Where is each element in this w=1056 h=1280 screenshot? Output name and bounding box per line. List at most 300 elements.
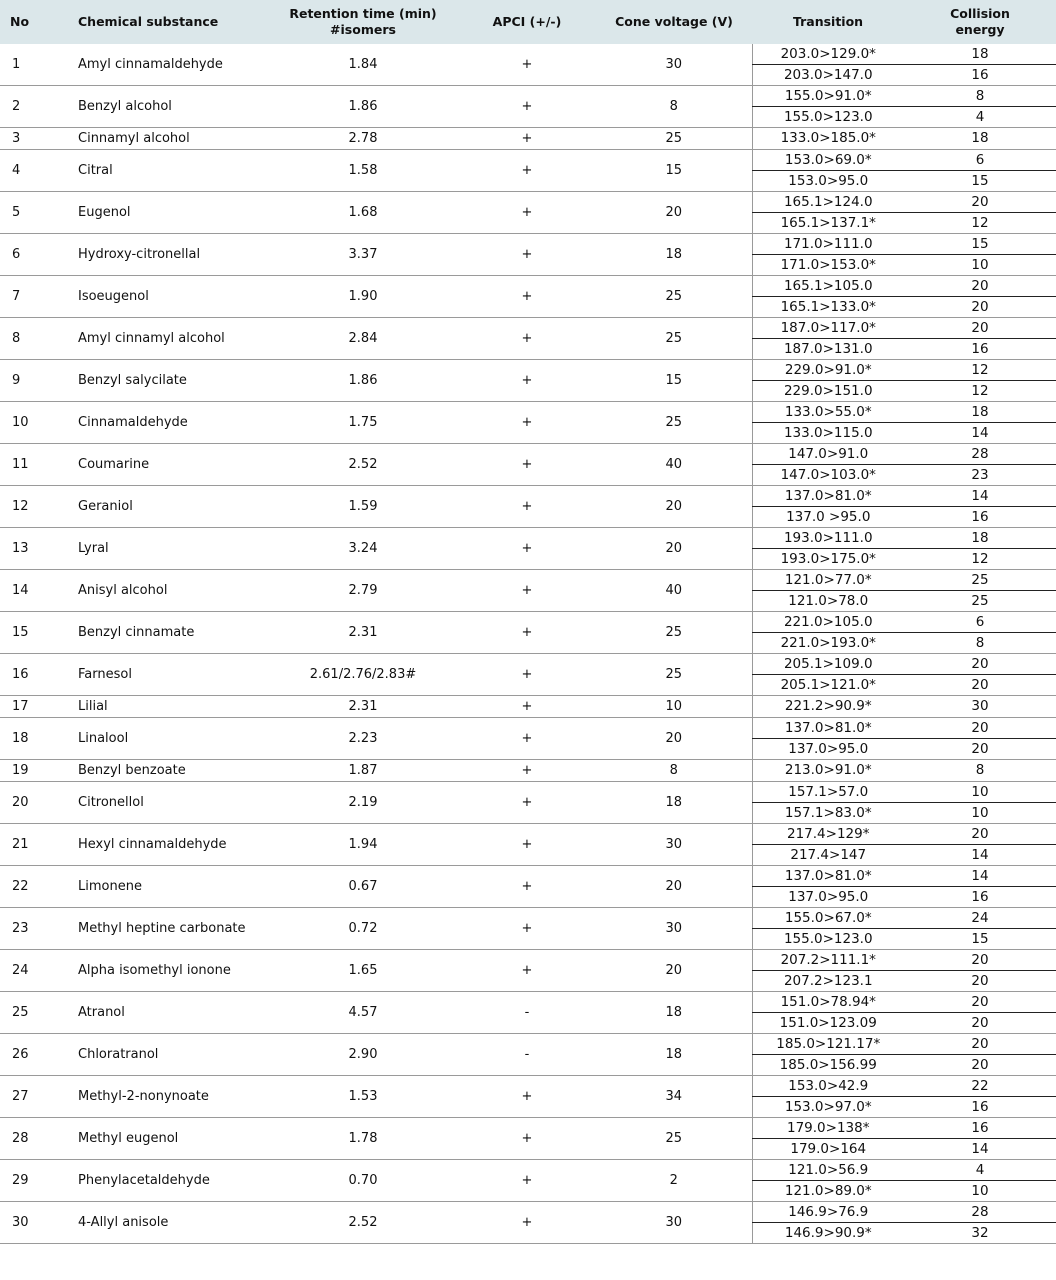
transition: 146.9>90.9* (752, 1223, 904, 1244)
collision-energy: 20 (904, 718, 1056, 739)
table-row (0, 950, 1056, 971)
retention-time: 1.65 (268, 950, 458, 992)
collision-energy: 4 (904, 107, 1056, 128)
transition: 153.0>42.9 (752, 1076, 904, 1097)
cone-voltage: 20 (596, 718, 752, 760)
collision-energy: 4 (904, 1160, 1056, 1181)
collision-energy: 20 (904, 276, 1056, 297)
transition: 165.1>137.1* (752, 213, 904, 234)
row-number: 7 (0, 276, 66, 318)
collision-energy: 20 (904, 992, 1056, 1013)
transition: 205.1>121.0* (752, 675, 904, 696)
apci-mode: + (458, 1160, 596, 1202)
table-row (0, 402, 1056, 423)
row-number: 30 (0, 1202, 66, 1244)
apci-mode: + (458, 486, 596, 528)
collision-energy: 14 (904, 486, 1056, 507)
substance-name: Geraniol (66, 486, 268, 528)
apci-mode: + (458, 86, 596, 128)
retention-time: 2.84 (268, 318, 458, 360)
table-row (0, 86, 1056, 107)
cone-voltage: 34 (596, 1076, 752, 1118)
collision-energy: 30 (904, 696, 1056, 718)
transition: 121.0>89.0* (752, 1181, 904, 1202)
apci-mode: + (458, 718, 596, 760)
substance-name: Benzyl alcohol (66, 86, 268, 128)
cone-voltage: 10 (596, 696, 752, 718)
transition: 133.0>115.0 (752, 423, 904, 444)
cone-voltage: 30 (596, 1202, 752, 1244)
cone-voltage: 18 (596, 1034, 752, 1076)
transition: 137.0>95.0 (752, 739, 904, 760)
header-no: No (0, 0, 66, 44)
retention-time: 1.75 (268, 402, 458, 444)
apci-mode: + (458, 234, 596, 276)
cone-voltage: 30 (596, 44, 752, 86)
apci-mode: + (458, 782, 596, 824)
row-number: 14 (0, 570, 66, 612)
substance-name: Cinnamyl alcohol (66, 128, 268, 150)
transition: 171.0>111.0 (752, 234, 904, 255)
transition: 193.0>175.0* (752, 549, 904, 570)
substance-name: Cinnamaldehyde (66, 402, 268, 444)
row-number: 1 (0, 44, 66, 86)
substance-name: Methyl-2-nonynoate (66, 1076, 268, 1118)
header-substance: Chemical substance (66, 0, 268, 44)
collision-energy: 20 (904, 739, 1056, 760)
transition: 133.0>185.0* (752, 128, 904, 150)
table-row (0, 486, 1056, 507)
transition: 179.0>164 (752, 1139, 904, 1160)
retention-time: 1.78 (268, 1118, 458, 1160)
transition: 153.0>97.0* (752, 1097, 904, 1118)
row-number: 3 (0, 128, 66, 150)
cone-voltage: 30 (596, 824, 752, 866)
retention-time: 1.90 (268, 276, 458, 318)
row-number: 20 (0, 782, 66, 824)
transition: 137.0>81.0* (752, 866, 904, 887)
row-number: 15 (0, 612, 66, 654)
substance-name: Farnesol (66, 654, 268, 696)
collision-energy: 14 (904, 1139, 1056, 1160)
transition: 221.2>90.9* (752, 696, 904, 718)
table-row (0, 360, 1056, 381)
cone-voltage: 20 (596, 192, 752, 234)
header-retention-line1: Retention time (min) (289, 6, 437, 21)
substance-name: Coumarine (66, 444, 268, 486)
transition: 203.0>147.0 (752, 65, 904, 86)
transition: 155.0>91.0* (752, 86, 904, 107)
retention-time: 2.19 (268, 782, 458, 824)
substance-name: Chloratranol (66, 1034, 268, 1076)
collision-energy: 20 (904, 950, 1056, 971)
row-number: 24 (0, 950, 66, 992)
table-row (0, 192, 1056, 213)
apci-mode: + (458, 570, 596, 612)
collision-energy: 10 (904, 782, 1056, 803)
substance-name: Citronellol (66, 782, 268, 824)
apci-mode: + (458, 360, 596, 402)
substance-name: Benzyl cinnamate (66, 612, 268, 654)
transition: 155.0>67.0* (752, 908, 904, 929)
transition: 157.1>83.0* (752, 803, 904, 824)
row-number: 22 (0, 866, 66, 908)
apci-mode: + (458, 402, 596, 444)
transition: 155.0>123.0 (752, 929, 904, 950)
apci-mode: + (458, 1076, 596, 1118)
collision-energy: 14 (904, 866, 1056, 887)
apci-mode: + (458, 192, 596, 234)
collision-energy: 22 (904, 1076, 1056, 1097)
retention-time: 2.31 (268, 612, 458, 654)
table-row (0, 696, 1056, 718)
collision-energy: 25 (904, 570, 1056, 591)
apci-mode: + (458, 528, 596, 570)
table-row (0, 44, 1056, 65)
row-number: 21 (0, 824, 66, 866)
table-row (0, 444, 1056, 465)
header-transition: Transition (752, 0, 904, 44)
collision-energy: 24 (904, 908, 1056, 929)
substance-name: Linalool (66, 718, 268, 760)
row-number: 28 (0, 1118, 66, 1160)
table-row (0, 992, 1056, 1013)
table-row (0, 1034, 1056, 1055)
row-number: 11 (0, 444, 66, 486)
substance-name: Amyl cinnamyl alcohol (66, 318, 268, 360)
transition: 229.0>91.0* (752, 360, 904, 381)
table-body (0, 44, 1056, 1244)
row-number: 16 (0, 654, 66, 696)
header-retention (268, 0, 458, 44)
collision-energy: 18 (904, 402, 1056, 423)
collision-energy: 23 (904, 465, 1056, 486)
row-number: 10 (0, 402, 66, 444)
apci-mode: + (458, 696, 596, 718)
table-row (0, 612, 1056, 633)
substance-name: Phenylacetaldehyde (66, 1160, 268, 1202)
substance-name: Alpha isomethyl ionone (66, 950, 268, 992)
collision-energy: 32 (904, 1223, 1056, 1244)
cone-voltage: 25 (596, 612, 752, 654)
retention-time: 4.57 (268, 992, 458, 1034)
transition: 137.0 >95.0 (752, 507, 904, 528)
cone-voltage: 30 (596, 908, 752, 950)
collision-energy: 14 (904, 845, 1056, 866)
collision-energy: 8 (904, 633, 1056, 654)
substance-name: Methyl eugenol (66, 1118, 268, 1160)
collision-energy: 6 (904, 150, 1056, 171)
apci-mode: + (458, 612, 596, 654)
substance-name: Hexyl cinnamaldehyde (66, 824, 268, 866)
collision-energy: 20 (904, 192, 1056, 213)
retention-time: 3.24 (268, 528, 458, 570)
table-row (0, 866, 1056, 887)
transition: 217.4>129* (752, 824, 904, 845)
transition: 121.0>56.9 (752, 1160, 904, 1181)
collision-energy: 14 (904, 423, 1056, 444)
row-number: 27 (0, 1076, 66, 1118)
collision-energy: 15 (904, 929, 1056, 950)
transition: 153.0>95.0 (752, 171, 904, 192)
collision-energy: 12 (904, 381, 1056, 402)
retention-time: 1.68 (268, 192, 458, 234)
table-row (0, 654, 1056, 675)
substance-name: Amyl cinnamaldehyde (66, 44, 268, 86)
transition: 153.0>69.0* (752, 150, 904, 171)
retention-time: 2.79 (268, 570, 458, 612)
collision-energy: 20 (904, 824, 1056, 845)
table-row (0, 1118, 1056, 1139)
table-row (0, 234, 1056, 255)
row-number: 25 (0, 992, 66, 1034)
table-row (0, 528, 1056, 549)
transition: 146.9>76.9 (752, 1202, 904, 1223)
retention-time: 2.31 (268, 696, 458, 718)
table-row (0, 1202, 1056, 1223)
apci-mode: + (458, 866, 596, 908)
table-row (0, 718, 1056, 739)
transition: 185.0>121.17* (752, 1034, 904, 1055)
row-number: 8 (0, 318, 66, 360)
substance-name: Atranol (66, 992, 268, 1034)
collision-energy: 10 (904, 1181, 1056, 1202)
collision-energy: 20 (904, 971, 1056, 992)
retention-time: 1.59 (268, 486, 458, 528)
retention-time: 2.90 (268, 1034, 458, 1076)
transition: 155.0>123.0 (752, 107, 904, 128)
collision-energy: 20 (904, 318, 1056, 339)
collision-energy: 20 (904, 297, 1056, 318)
collision-energy: 25 (904, 591, 1056, 612)
transition: 147.0>91.0 (752, 444, 904, 465)
collision-energy: 20 (904, 1055, 1056, 1076)
transition: 213.0>91.0* (752, 760, 904, 782)
substance-name: Limonene (66, 866, 268, 908)
row-number: 12 (0, 486, 66, 528)
substance-name: Methyl heptine carbonate (66, 908, 268, 950)
transition: 207.2>123.1 (752, 971, 904, 992)
transition: 121.0>78.0 (752, 591, 904, 612)
header-apci: APCI (+/-) (458, 0, 596, 44)
apci-mode: + (458, 150, 596, 192)
collision-energy: 18 (904, 44, 1056, 65)
collision-energy: 16 (904, 1118, 1056, 1139)
cone-voltage: 15 (596, 150, 752, 192)
apci-mode: + (458, 44, 596, 86)
collision-energy: 28 (904, 444, 1056, 465)
apci-mode: + (458, 1118, 596, 1160)
apci-mode: - (458, 1034, 596, 1076)
collision-energy: 20 (904, 1013, 1056, 1034)
collision-energy: 6 (904, 612, 1056, 633)
retention-time: 3.37 (268, 234, 458, 276)
retention-time: 2.61/2.76/2.83# (268, 654, 458, 696)
substance-name: Lyral (66, 528, 268, 570)
transition: 165.1>105.0 (752, 276, 904, 297)
row-number: 9 (0, 360, 66, 402)
transition: 137.0>81.0* (752, 718, 904, 739)
substance-name: Benzyl benzoate (66, 760, 268, 782)
apci-mode: + (458, 760, 596, 782)
transition: 165.1>133.0* (752, 297, 904, 318)
collision-energy: 16 (904, 507, 1056, 528)
table-row (0, 150, 1056, 171)
cone-voltage: 25 (596, 128, 752, 150)
transition: 165.1>124.0 (752, 192, 904, 213)
transition: 137.0>81.0* (752, 486, 904, 507)
cone-voltage: 8 (596, 86, 752, 128)
row-number: 29 (0, 1160, 66, 1202)
collision-energy: 16 (904, 887, 1056, 908)
header-collision (904, 0, 1056, 44)
transition: 151.0>78.94* (752, 992, 904, 1013)
apci-mode: + (458, 276, 596, 318)
retention-time: 1.86 (268, 86, 458, 128)
table-row (0, 318, 1056, 339)
cone-voltage: 18 (596, 782, 752, 824)
transition: 179.0>138* (752, 1118, 904, 1139)
cone-voltage: 40 (596, 570, 752, 612)
transition: 187.0>131.0 (752, 339, 904, 360)
table-row (0, 1160, 1056, 1181)
collision-energy: 20 (904, 675, 1056, 696)
row-number: 13 (0, 528, 66, 570)
apci-mode: + (458, 950, 596, 992)
apci-mode: + (458, 444, 596, 486)
collision-energy: 8 (904, 760, 1056, 782)
cone-voltage: 25 (596, 318, 752, 360)
cone-voltage: 8 (596, 760, 752, 782)
table-header (0, 0, 1056, 44)
apci-mode: + (458, 128, 596, 150)
transition: 221.0>193.0* (752, 633, 904, 654)
retention-time: 2.52 (268, 1202, 458, 1244)
substance-name: Isoeugenol (66, 276, 268, 318)
apci-mode: + (458, 654, 596, 696)
transition: 151.0>123.09 (752, 1013, 904, 1034)
cone-voltage: 20 (596, 950, 752, 992)
table-row (0, 570, 1056, 591)
retention-time: 0.70 (268, 1160, 458, 1202)
collision-energy: 16 (904, 339, 1056, 360)
transition: 133.0>55.0* (752, 402, 904, 423)
table-row (0, 128, 1056, 150)
cone-voltage: 40 (596, 444, 752, 486)
row-number: 26 (0, 1034, 66, 1076)
retention-time: 0.67 (268, 866, 458, 908)
table-row (0, 1076, 1056, 1097)
row-number: 19 (0, 760, 66, 782)
table-row (0, 782, 1056, 803)
row-number: 6 (0, 234, 66, 276)
substance-name: Citral (66, 150, 268, 192)
collision-energy: 28 (904, 1202, 1056, 1223)
retention-time: 1.94 (268, 824, 458, 866)
header-retention-line2: #isomers (330, 22, 396, 37)
collision-energy: 12 (904, 213, 1056, 234)
table-row (0, 824, 1056, 845)
table-row (0, 760, 1056, 782)
substance-name: Anisyl alcohol (66, 570, 268, 612)
retention-time: 1.86 (268, 360, 458, 402)
retention-time: 1.84 (268, 44, 458, 86)
transition: 203.0>129.0* (752, 44, 904, 65)
cone-voltage: 25 (596, 1118, 752, 1160)
table-row (0, 276, 1056, 297)
collision-energy: 20 (904, 654, 1056, 675)
cone-voltage: 18 (596, 234, 752, 276)
retention-time: 2.78 (268, 128, 458, 150)
cone-voltage: 15 (596, 360, 752, 402)
cone-voltage: 20 (596, 528, 752, 570)
transition: 221.0>105.0 (752, 612, 904, 633)
table-row (0, 908, 1056, 929)
header-cone: Cone voltage (V) (596, 0, 752, 44)
retention-time: 1.87 (268, 760, 458, 782)
apci-mode: + (458, 318, 596, 360)
retention-time: 0.72 (268, 908, 458, 950)
transition: 137.0>95.0 (752, 887, 904, 908)
retention-time: 1.58 (268, 150, 458, 192)
collision-energy: 10 (904, 255, 1056, 276)
substance-name: Lilial (66, 696, 268, 718)
cone-voltage: 25 (596, 402, 752, 444)
collision-energy: 18 (904, 528, 1056, 549)
cone-voltage: 20 (596, 486, 752, 528)
row-number: 18 (0, 718, 66, 760)
collision-energy: 12 (904, 549, 1056, 570)
apci-mode: + (458, 824, 596, 866)
collision-energy: 20 (904, 1034, 1056, 1055)
collision-energy: 15 (904, 234, 1056, 255)
cone-voltage: 18 (596, 992, 752, 1034)
transition: 121.0>77.0* (752, 570, 904, 591)
apci-mode: - (458, 992, 596, 1034)
substance-name: Benzyl salycilate (66, 360, 268, 402)
transition: 147.0>103.0* (752, 465, 904, 486)
collision-energy: 12 (904, 360, 1056, 381)
transition: 217.4>147 (752, 845, 904, 866)
collision-energy: 8 (904, 86, 1056, 107)
row-number: 23 (0, 908, 66, 950)
retention-time: 2.52 (268, 444, 458, 486)
transition: 229.0>151.0 (752, 381, 904, 402)
collision-energy: 16 (904, 65, 1056, 86)
row-number: 2 (0, 86, 66, 128)
header-collision-line2: energy (955, 22, 1005, 37)
transition: 157.1>57.0 (752, 782, 904, 803)
apci-mode: + (458, 908, 596, 950)
retention-time: 1.53 (268, 1076, 458, 1118)
transition: 185.0>156.99 (752, 1055, 904, 1076)
row-number: 5 (0, 192, 66, 234)
collision-energy: 10 (904, 803, 1056, 824)
transition: 207.2>111.1* (752, 950, 904, 971)
cone-voltage: 20 (596, 866, 752, 908)
transition: 187.0>117.0* (752, 318, 904, 339)
transition: 193.0>111.0 (752, 528, 904, 549)
substance-name: Eugenol (66, 192, 268, 234)
cone-voltage: 25 (596, 276, 752, 318)
collision-energy: 16 (904, 1097, 1056, 1118)
row-number: 17 (0, 696, 66, 718)
transition: 171.0>153.0* (752, 255, 904, 276)
cone-voltage: 2 (596, 1160, 752, 1202)
collision-energy: 18 (904, 128, 1056, 150)
transition: 205.1>109.0 (752, 654, 904, 675)
row-number: 4 (0, 150, 66, 192)
